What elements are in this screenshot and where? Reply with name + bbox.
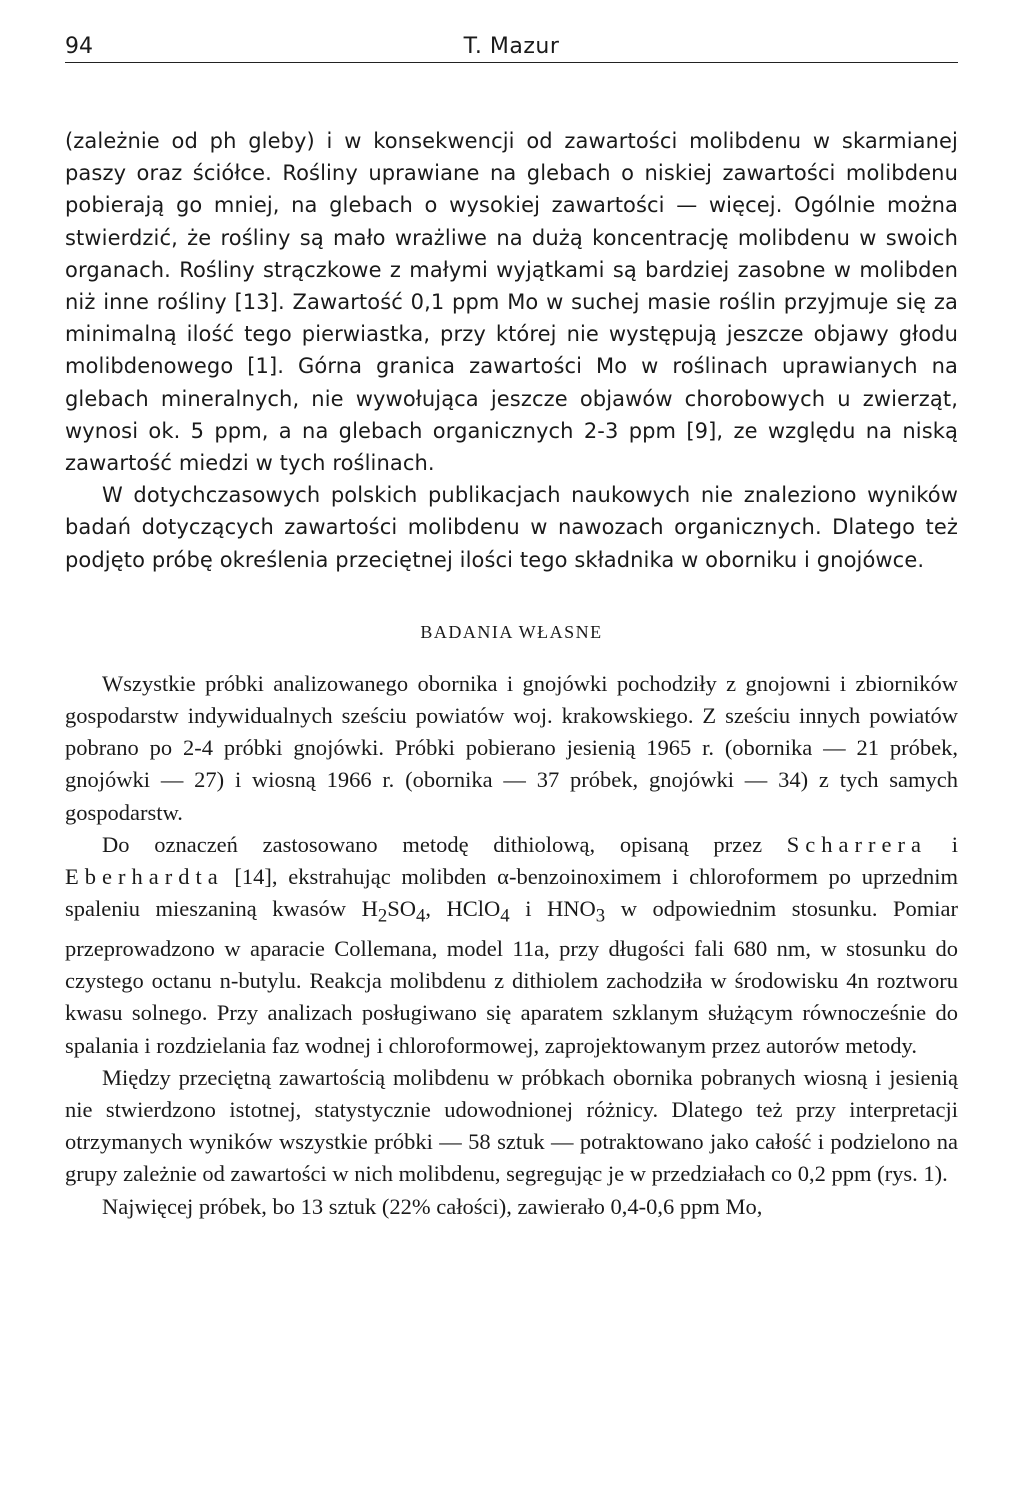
- text-run: [14], ekstrahując molibden: [223, 864, 498, 890]
- subscript: 4: [415, 905, 426, 927]
- page-number: 94: [65, 34, 93, 59]
- paragraph: Między przeciętną zawartością molibdenu w próbkach obornika pobranych wiosną i jesienią nie stwierdzono istotnej, statystycznie udowodnionej różnicy. Dlatego też przy interpretacji otrzymanych wyników wszystkie próbki — 58 sztuk — potraktowano jako całość i podzielono na grupy zależnie od zawartości w nich molibdenu, segregując je w przedziałach co 0,2 ppm (rys. 1).: [65, 1064, 958, 1187]
- page-header: [65, 28, 958, 63]
- running-head: T. Mazur: [463, 34, 560, 59]
- text-run: , HClO: [425, 896, 501, 922]
- subscript: 3: [595, 905, 606, 927]
- paragraph: Wszystkie próbki analizowanego obornika i gnojówki pochodziły z gnojowni i zbiorników gospodarstw indywidualnych sześciu powiatów woj. krakowskiego. Z sześciu innych powiatów pobrano po 2-4 próbki gnojówki. Próbki pobierano jesienią 1965 r. (obornika — 21 próbek, gnojówki — 27) i wiosną 1966 r. (obornika — 37 próbek, gnojówki — 34) z tych samych gospodarstw.: [65, 670, 958, 825]
- text-run: Do oznaczeń zastosowano metodę dithiolową, opisaną przez: [102, 831, 787, 857]
- text-run: i HNO: [509, 896, 596, 922]
- text-run: w odpowiednim stosunku. Pomiar przeprowadzono w aparacie Collemana, model 11a, przy długości fali 680 nm, w stosunku do czystego octanu n-butylu. Reakcja molibdenu z dithiolem zachodziła w środowisku 4n roztworu kwasu solnego. Przy analizach posługiwano się aparatem szklanym służącym równocześnie do spalania i rozdzielania faz wodnej i chloroformowej, zaprojektowanym przez autorów metody.: [65, 896, 958, 1058]
- text-run: i: [927, 831, 958, 857]
- subscript: 2: [377, 905, 388, 927]
- paragraph: W dotychczasowych polskich publikacjach naukowych nie znaleziono wyników badań dotyczących zawartości molibdenu w nawozach organicznych. Dlatego też podjęto próbę określenia przeciętnej ilości tego składnika w oborniku i gnojówce.: [65, 483, 958, 572]
- author-name: Eberhardta: [65, 864, 224, 890]
- alpha-symbol: α: [497, 864, 509, 890]
- text-run: -benzoinoximem i chloroformem po uprzednim spaleniu mieszaniną kwasów H: [65, 864, 958, 922]
- text-run: SO: [387, 896, 416, 922]
- page: [65, 28, 958, 1223]
- paragraph-method: [65, 829, 958, 1062]
- section-heading: BADANIA WŁASNE: [420, 621, 603, 642]
- paragraph: Najwięcej próbek, bo 13 sztuk (22% całości), zawierało 0,4-0,6 ppm Mo,: [102, 1193, 763, 1219]
- paragraph: (zależnie od ph gleby) i w konsekwencji od zawartości molibdenu w skarmianej paszy oraz ściółce. Rośliny uprawiane na glebach o niskiej zawartości molibdenu pobierają go mniej, na glebach o wysokiej zawartości — więcej. Ogólnie można stwierdzić, że rośliny są mało wrażliwe na dużą koncentrację molibdenu w swoich organach. Rośliny strączkowe z małymi wyjątkami są bardziej zasobne w molibden niż inne rośliny [13]. Zawartość 0,1 ppm Mo w suchej masie roślin przyjmuje się za minimalną ilość tego pierwiastka, przy której nie występują jeszcze objawy głodu molibdenowego [1]. Górna granica zawartości Mo w roślinach uprawianych na glebach mineralnych, nie wywołująca jeszcze objawów chorobowych u zwierząt, wynosi ok. 5 ppm, a na glebach organicznych 2-3 ppm [9], ze względu na niską zawartość miedzi w tych roślinach.: [65, 129, 958, 476]
- subscript: 4: [500, 905, 510, 927]
- body-text: [65, 125, 958, 1223]
- author-name: Scharrera: [786, 831, 927, 857]
